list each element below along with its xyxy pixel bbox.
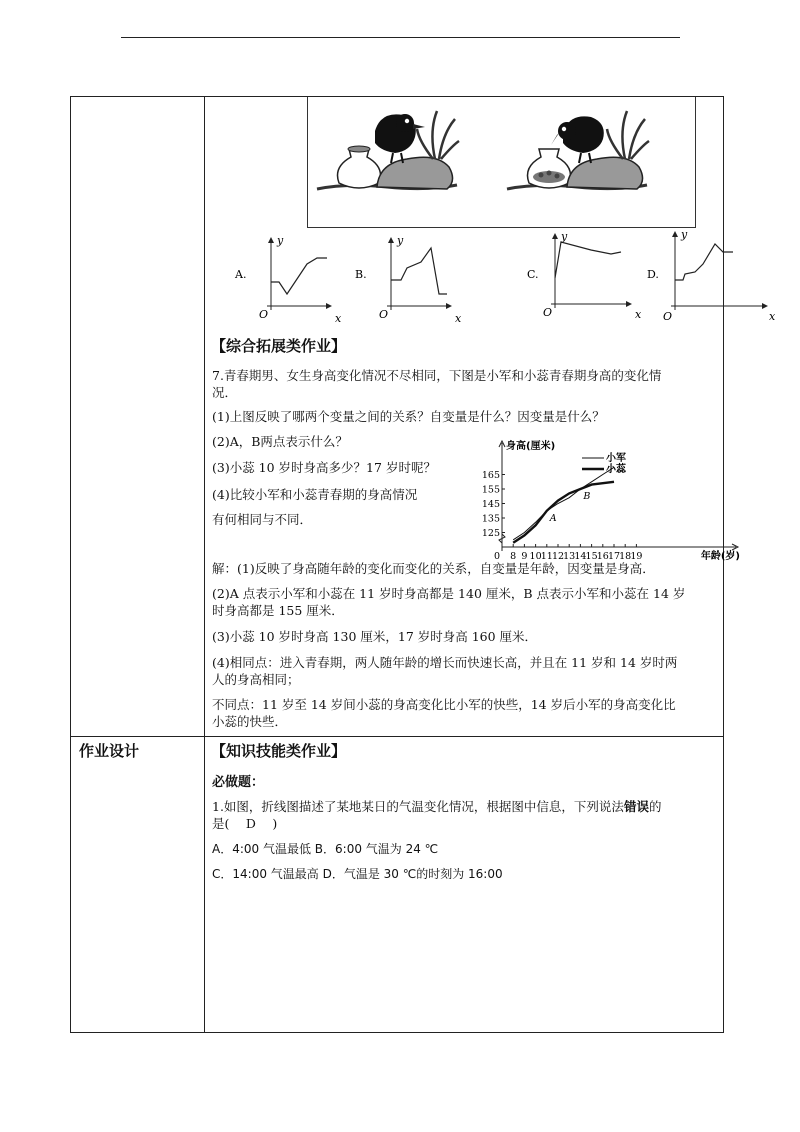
graph-b-origin: O: [379, 308, 389, 321]
row-label-homework-design: 作业设计: [79, 742, 140, 760]
x-tick-label: 10: [529, 551, 542, 562]
answer-3: (3)小蕊 10 岁时身高 130 厘米，17 岁时身高 160 厘米．: [212, 629, 538, 644]
section-extension-title: 【综合拓展类作业】: [211, 337, 347, 355]
answer-1: 解：(1)反映了身高随年龄的变化而变化的关系，自变量是年龄，因变量是身高．: [212, 561, 655, 576]
answer-2-line2: 时身高都是 155 厘米．: [212, 603, 344, 618]
graph-c-origin: O: [543, 306, 553, 319]
q1-options-ab: A．4:00 气温最低 B．6:00 气温为 24 ℃: [212, 842, 439, 856]
x-tick-label: 8: [510, 551, 517, 562]
point-label-a: A: [549, 512, 557, 524]
answer-5-line1: 不同点：11 岁至 14 岁间小蕊的身高变化比小军的快些，14 岁后小军的身高变化比: [212, 697, 676, 712]
series-line-1: [513, 467, 614, 540]
graph-c-x: x: [635, 308, 642, 321]
answer-2-line1: (2)A 点表示小军和小蕊在 11 岁时身高都是 140 厘米，B 点表示小军和小蕊在 14 岁: [212, 586, 686, 601]
graph-c-label: C.: [527, 268, 539, 281]
y-tick-label: 155: [481, 484, 500, 496]
q1-line1-emph: 错误: [623, 799, 649, 814]
x-tick-label: 12: [551, 551, 565, 562]
q1-options-cd: C．14:00 气温最高 D．气温是 30 ℃的时刻为 16:00: [212, 867, 503, 881]
graph-b-x: x: [455, 312, 462, 325]
x-tick-label: 18: [619, 551, 632, 562]
y-tick-label: 125: [481, 528, 500, 539]
graph-d-label: D.: [647, 268, 659, 281]
y-tick-label: 165: [481, 470, 500, 481]
y-axis-label: 身高(厘米): [506, 441, 556, 452]
point-label-b: B: [583, 491, 591, 502]
graph-a-origin: O: [259, 308, 269, 321]
graph-a-x: x: [335, 312, 342, 325]
graph-d-y: y: [681, 228, 688, 241]
x-tick-label: 19: [630, 551, 643, 562]
q7-sub1: (1)上图反映了哪两个变量之间的关系？自变量是什么？因变量是什么？: [212, 409, 605, 424]
q1-line1: [212, 798, 712, 815]
x-tick-label: 9: [521, 551, 528, 562]
series-line-2: [513, 482, 614, 543]
x-tick-label: 15: [585, 551, 598, 562]
y-tick-label: 145: [481, 499, 500, 510]
crow-illustration: [307, 101, 696, 199]
height-chart: [481, 439, 742, 563]
origin-label: 0: [494, 551, 501, 562]
graph-c: [527, 230, 642, 321]
q1-line1-pre: 1.如图，折线图描述了某地某日的气温变化情况，根据图中信息，下列说法: [212, 799, 624, 814]
row-divider: [71, 736, 723, 737]
q7-line2: 况．: [212, 385, 238, 400]
x-axis-label: 年龄(岁): [700, 551, 740, 562]
answer-5-line2: 小蕊的快些．: [212, 714, 288, 729]
graph-a: [234, 234, 342, 325]
x-tick-label: 17: [607, 551, 621, 562]
x-tick-label: 14: [574, 551, 587, 562]
graph-b-y: y: [397, 234, 404, 247]
y-tick-label: 135: [481, 513, 500, 525]
header-rule: [121, 37, 680, 38]
graph-d-origin: O: [663, 310, 673, 323]
legend-label-2: 小蕊: [606, 464, 626, 475]
x-tick-label: 16: [596, 551, 609, 562]
answer-4-line2: 人的身高相同；: [212, 672, 300, 687]
graph-d-x: x: [769, 310, 776, 323]
q7-sub2: (2)A，B两点表示什么？: [212, 434, 348, 449]
q7-line1: 7.青春期男、女生身高变化情况不尽相同，下图是小军和小蕊青春期身高的变化情: [212, 368, 662, 383]
q7-sub4-line2: 有何相同与不同．: [212, 512, 313, 527]
legend-label-1: 小军: [606, 453, 626, 464]
graph-b-label: B.: [355, 268, 367, 281]
graph-d: [647, 228, 776, 323]
lesson-table: [70, 96, 776, 1033]
q1-line2: 是( D ): [212, 816, 278, 831]
answer-4-line1: (4)相同点：进入青春期，两人随年龄的增长而快速长高，并且在 11 岁和 14 岁时两: [212, 655, 678, 670]
graph-c-y: y: [561, 230, 568, 243]
q7-sub3: (3)小蕊 10 岁时身高多少？17 岁时呢？: [212, 460, 436, 475]
q1-line1-post: 的: [648, 799, 662, 814]
column-divider: [204, 97, 205, 1032]
crow-and-jar-scene-left-icon: [317, 111, 459, 189]
graph-a-y: y: [277, 234, 284, 247]
x-tick-label: 13: [563, 551, 576, 562]
graph-a-label: A.: [235, 268, 247, 281]
q7-sub4-line1: (4)比较小军和小蕊青春期的身高情况: [212, 487, 418, 502]
required-heading: 必做题：: [212, 775, 265, 790]
graph-b: [355, 234, 462, 325]
x-tick-label: 11: [540, 551, 553, 562]
answer-graphs: [231, 228, 776, 328]
crow-and-jar-scene-right-icon: [507, 111, 649, 189]
section-knowledge-title: 【知识技能类作业】: [211, 742, 347, 760]
